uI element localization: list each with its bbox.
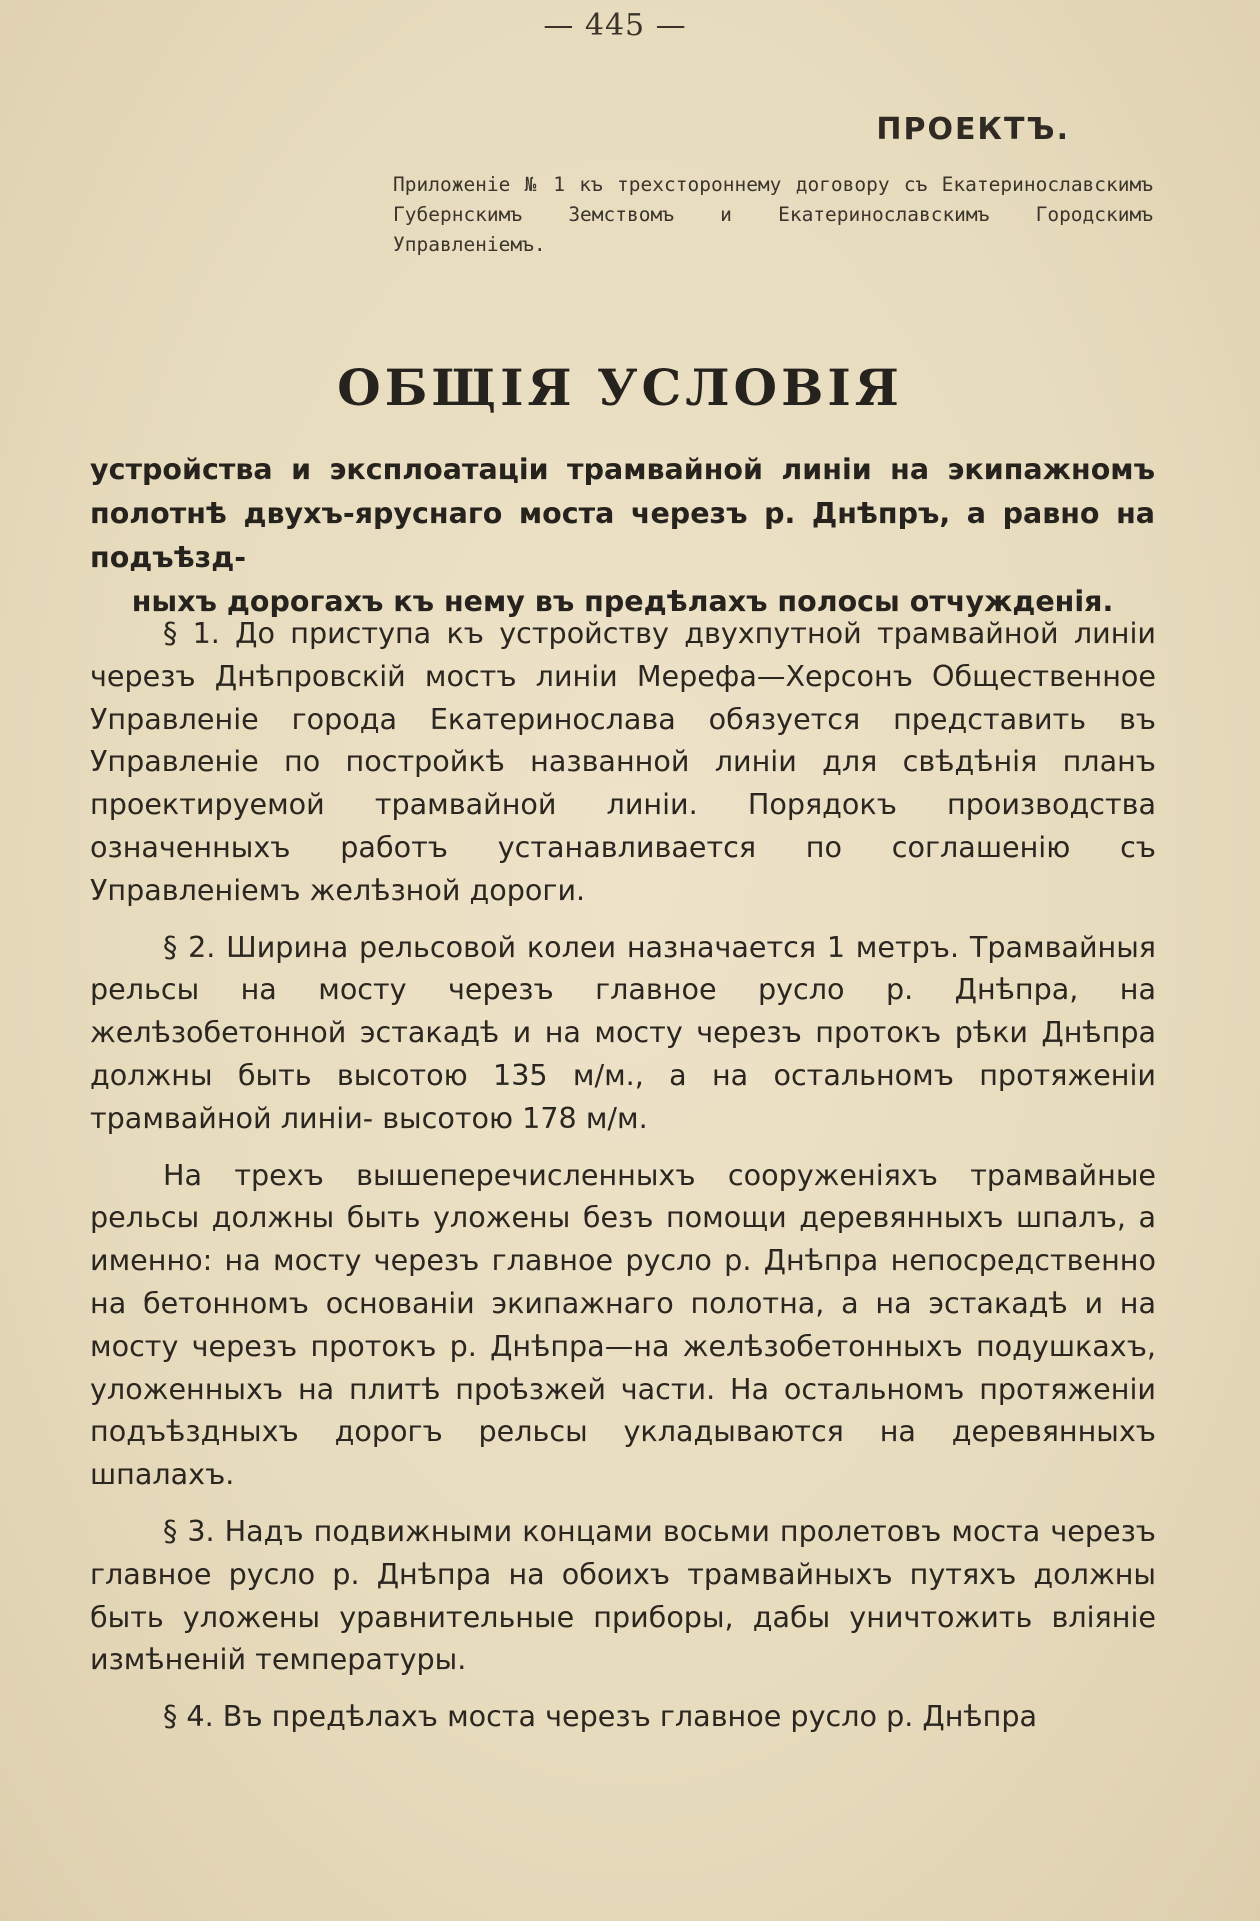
draft-label: ПРОЕКТЪ. [876, 112, 1070, 147]
document-body [90, 612, 1156, 1752]
subtitle-text: устройства и эксплоатаціи трамвайной линіи на экипажномъ полотнѣ двухъ-яруснаго моста черезъ р. Днѣпръ, а равно на подъѣзд- [90, 453, 1155, 574]
paragraph-2: § 2. Ширина рельсовой колеи назначается 1 метръ. Трамвайныя рельсы на мосту черезъ главное русло р. Днѣпра, на желѣзобетонной эстакадѣ и на мосту черезъ протокъ рѣки Днѣпра должны быть высотою 135 м/м., а на остальномъ протяженіи трамвайной линіи- высотою 178 м/м. [90, 929, 1156, 1135]
document-subtitle [90, 448, 1155, 624]
paragraph-3: На трехъ вышеперечисленныхъ сооруженіяхъ трамвайные рельсы должны быть уложены безъ помощи деревянныхъ шпалъ, а именно: на мосту черезъ главное русло р. Днѣпра непосредственно на бетонномъ основаніи экипажнаго полотна, а на эстакадѣ и на мосту черезъ протокъ р. Днѣпра—на желѣзобетонныхъ подушкахъ, уложенныхъ на плитѣ проѣзжей части. На остальномъ протяженіи подъѣздныхъ дорогъ рельсы укладываются на деревянныхъ шпалахъ. [90, 1157, 1156, 1492]
appendix-note: Приложеніе № 1 къ трехстороннему договору съ Екатеринославскимъ Губернскимъ Земствомъ и Екатеринославскимъ Городскимъ Управленіемъ. [393, 173, 1153, 256]
paragraph-5: § 4. Въ предѣлахъ моста черезъ главное русло р. Днѣпра [163, 1699, 1038, 1734]
subtitle-last-line: ныхъ дорогахъ къ нему въ предѣлахъ полосы отчужденія. [131, 585, 1114, 618]
page-number: — 445 — [543, 8, 687, 43]
document-title: ОБЩІЯ УСЛОВІЯ [337, 358, 903, 417]
paragraph-4: § 3. Надъ подвижными концами восьми пролетовъ моста черезъ главное русло р. Днѣпра на обоихъ трамвайныхъ путяхъ должны быть уложены уравнительные приборы, дабы уничтожить вліяніе измѣненій температуры. [90, 1513, 1156, 1677]
paragraph-1: § 1. До приступа къ устройству двухпутной трамвайной линіи черезъ Днѣпровскій мостъ линіи Мерефа—Херсонъ Общественное Управленіе города Екатеринослава обязуется представить въ Управленіе по постройкѣ названной линіи для свѣдѣнія планъ проектируемой трамвайной линіи. Порядокъ производства означенныхъ работъ устанавливается по соглашенію съ Управленіемъ желѣзной дороги. [90, 616, 1156, 907]
